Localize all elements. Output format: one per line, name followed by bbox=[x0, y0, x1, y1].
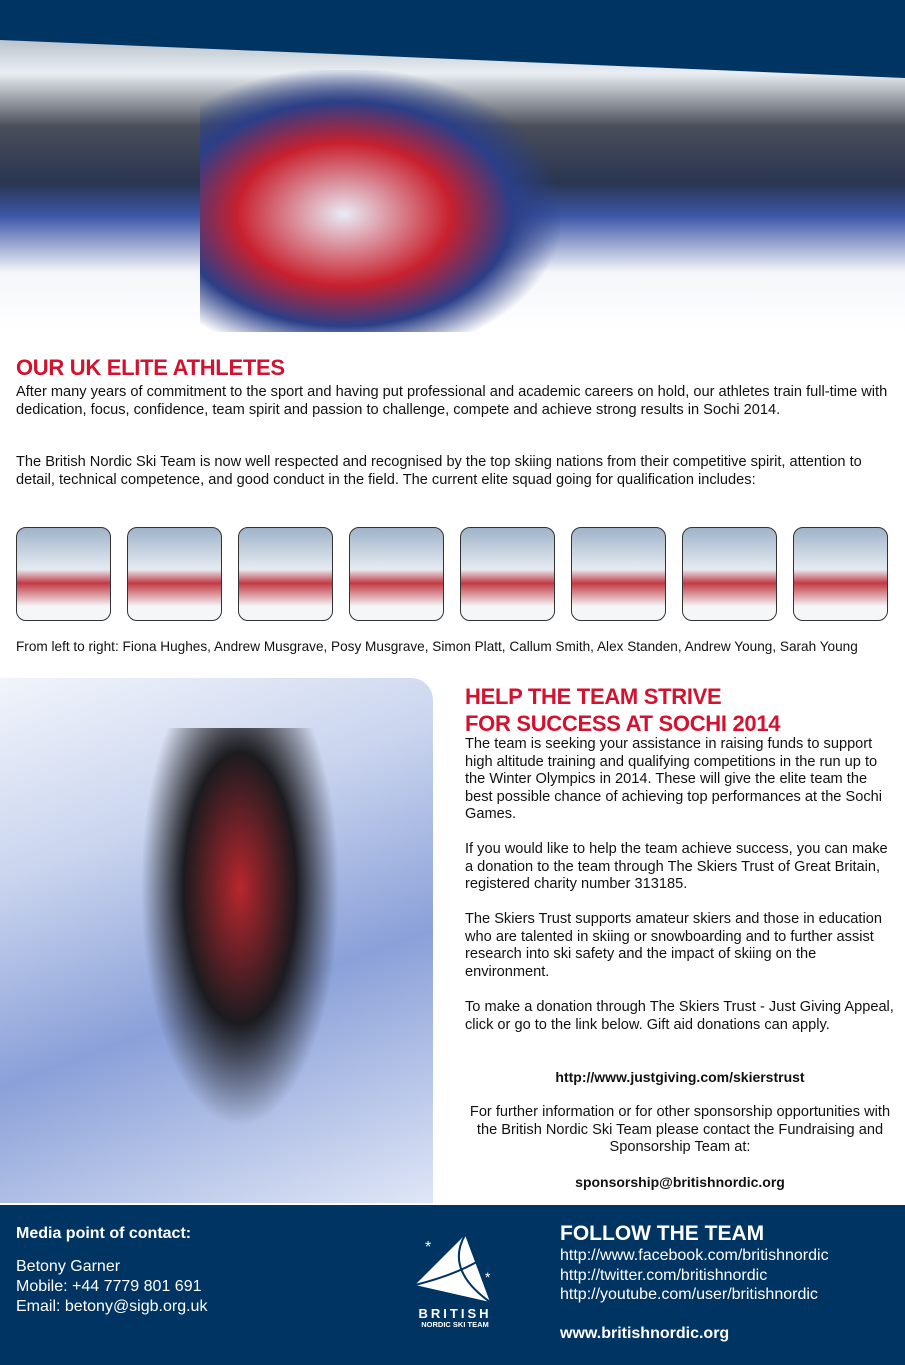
contact-email[interactable]: Email: betony@sigb.org.uk bbox=[16, 1298, 208, 1315]
athlete-photo bbox=[238, 527, 333, 621]
svg-text:*: * bbox=[485, 1269, 491, 1285]
skier-photo bbox=[0, 678, 433, 1203]
svg-text:*: * bbox=[425, 1239, 432, 1256]
sponsorship-email[interactable]: sponsorship@britishnordic.org bbox=[575, 1174, 785, 1190]
help-p1: The team is seeking your assistance in raising funds to support high altitude training and qualifying competitions in the run up to the Winter Olympics in 2014. These will give the elite team the best possible chance of achieving top performances at the Sochi Games. bbox=[465, 736, 882, 822]
athlete-photo bbox=[127, 527, 222, 621]
facebook-link[interactable]: http://www.facebook.com/britishnordic bbox=[560, 1247, 829, 1264]
help-p4: To make a donation through The Skiers Trust - Just Giving Appeal, click or go to the link below. Gift aid donations can apply. bbox=[465, 999, 894, 1033]
athlete-photo bbox=[682, 527, 777, 621]
twitter-link[interactable]: http://twitter.com/britishnordic bbox=[560, 1267, 768, 1284]
athlete-thumbnails bbox=[16, 527, 888, 621]
athlete-photo bbox=[16, 527, 111, 621]
logo-text: BRITISH bbox=[418, 1306, 492, 1321]
athletes-recognition: The British Nordic Ski Team is now well respected and recognised by the top skiing nations from their competitive spirit, attention to detail, technical competence, and good conduct in the field. The current elite squad going for qualification includes: bbox=[16, 454, 862, 488]
help-p5: For further information or for other sponsorship opportunities with the British Nordic Ski Team please contact the Fundraising and Sponsorship Team at: bbox=[469, 1104, 891, 1155]
logo-icon bbox=[405, 1230, 500, 1305]
athletes-caption: From left to right: Fiona Hughes, Andrew Musgrave, Posy Musgrave, Simon Platt, Callum Smith, Alex Standen, Andrew Young, Sarah Young bbox=[16, 639, 858, 654]
media-heading: Media point of contact: bbox=[16, 1225, 192, 1242]
contact-mobile: Mobile: +44 7779 801 691 bbox=[16, 1278, 202, 1295]
contact-name: Betony Garner bbox=[16, 1258, 121, 1275]
footer bbox=[0, 1205, 905, 1365]
help-heading-1: HELP THE TEAM STRIVE bbox=[465, 684, 722, 709]
follow-heading: FOLLOW THE TEAM bbox=[560, 1222, 765, 1245]
athlete-photo bbox=[460, 527, 555, 621]
skier-figure bbox=[140, 728, 340, 1128]
athletes-intro: After many years of commitment to the sport and having put professional and academic careers on hold, our athletes train full-time with dedication, focus, confidence, team spirit and passion to challenge, compete and achieve strong results in Sochi 2014. bbox=[16, 384, 888, 418]
logo-subtext: NORDIC SKI TEAM bbox=[421, 1320, 489, 1329]
help-heading-2: FOR SUCCESS AT SOCHI 2014 bbox=[465, 711, 781, 736]
website-link[interactable]: www.britishnordic.org bbox=[560, 1325, 730, 1342]
help-p2: If you would like to help the team achieve success, you can make a donation to the team through The Skiers Trust of Great Britain, registered charity number 313185. bbox=[465, 841, 888, 892]
athlete-photo bbox=[349, 527, 444, 621]
athlete-photo bbox=[793, 527, 888, 621]
help-p3: The Skiers Trust supports amateur skiers and those in education who are talented in skiing or snowboarding and to further assist research into ski safety and the impact of skiing on the environment. bbox=[465, 911, 882, 980]
justgiving-link[interactable]: http://www.justgiving.com/skierstrust bbox=[555, 1069, 805, 1085]
athlete-photo bbox=[571, 527, 666, 621]
athletes-heading: OUR UK ELITE ATHLETES bbox=[16, 355, 285, 380]
skier-figure bbox=[200, 70, 560, 332]
youtube-link[interactable]: http://youtube.com/user/britishnordic bbox=[560, 1286, 818, 1303]
